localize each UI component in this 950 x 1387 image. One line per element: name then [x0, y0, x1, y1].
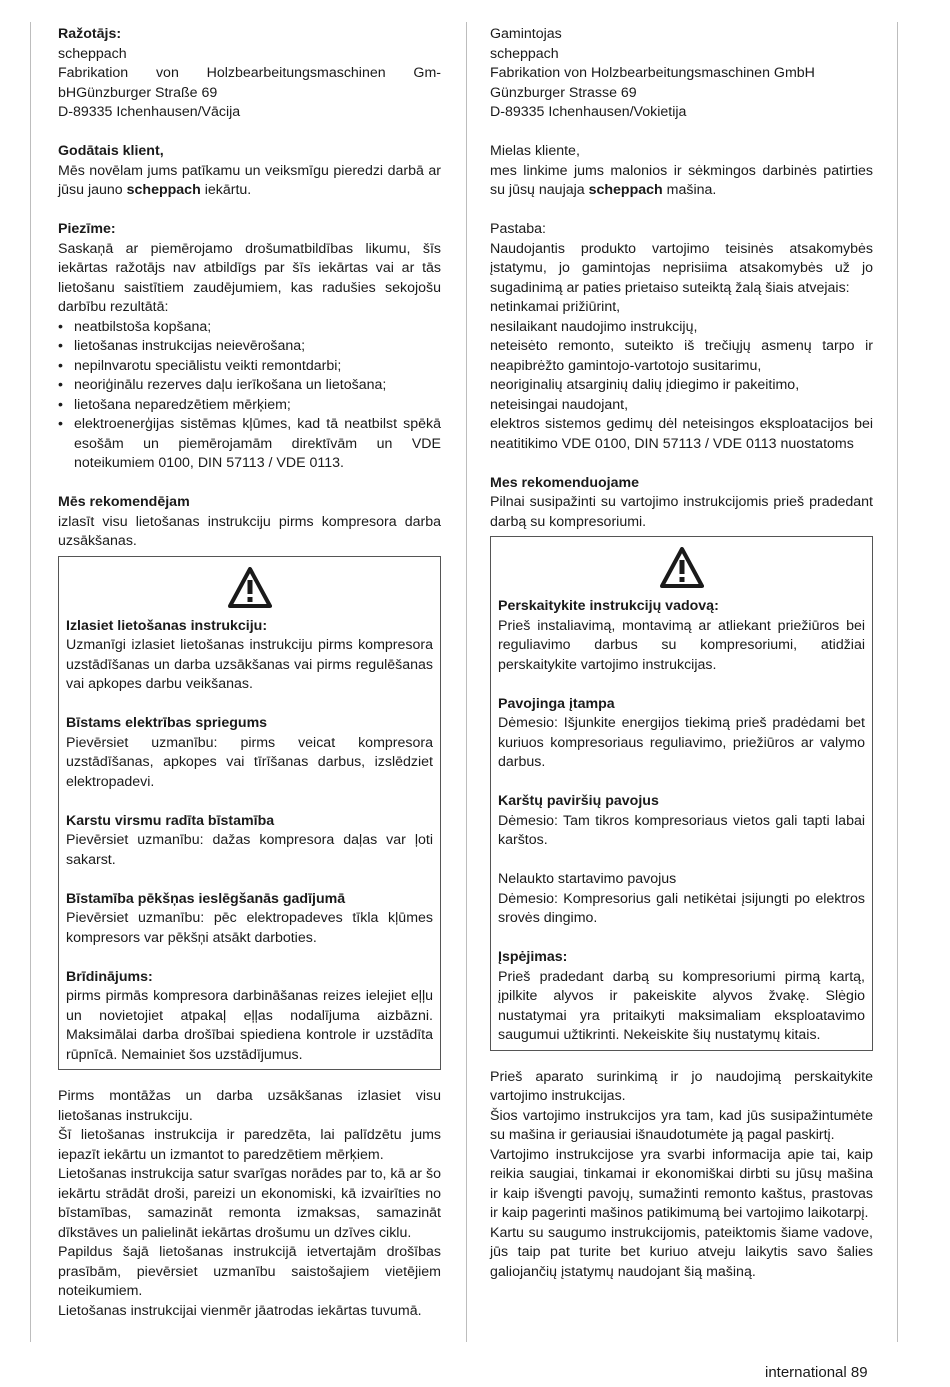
safety-warning-box: [490, 536, 873, 1051]
box-section-text: pirms pirmās kompresora darbināšanas reizes ielejiet eļļu un novietojiet atpakaļ eļļas nodalījuma aizbāzni. Maksimālai darba drošībai spiediena kontrole ir uzstādīta rūpnīcā. Nemainiet šos uzstādījumus.: [66, 988, 433, 1063]
greeting-text: [490, 162, 873, 201]
manufacturer-line: Fabrikation von Holzbearbeitungsmaschinen GmbH: [490, 65, 815, 81]
box-section-text: Pievērsiet uzmanību: pēc elektropadeves tīkla kļūmes kompresors var pēkšņi atsākt darboties.: [66, 910, 433, 946]
note-list-item: • lietošanas instrukcijas neievērošana;: [58, 337, 441, 357]
instructions-paragraph: Kartu su saugumo instrukcijomis, pateiktomis šiame vadove, jūs taip pat turite bet kuriuo atveju laikytis savo šalies galiojančių įstatymų naudojant šią mašiną.: [490, 1224, 873, 1280]
manufacturer-line: scheppach: [58, 45, 127, 62]
greeting-text-before: mes linkime jums malonios ir sėkmingos darbinės patirties su jūsų naujaja: [490, 162, 873, 198]
note-list-item: • elektroenerģijas sistēmas kļūmes, kad tā neatbilst spēkā esošām un piemērojamām direktīvām un VDE noteikumiem 0100, DIN 57113 / VDE 0113.: [58, 415, 441, 474]
instructions-paragraph: Lietošanas instrukcija satur svarīgas norādes par to, kā ar šo iekārtu strādāt droši, pareizi un ekonomiski, kā izvairīties no bīstamības, samazināt remonta izmaksas, samazināt dīkstāves un palielināt iekārtas drošumu un dzīves ciklu.: [58, 1166, 441, 1241]
box-section-title: Pavojinga įtampa: [498, 695, 615, 712]
instructions-paragraph: Pirms montāžas un darba uzsākšanas izlasiet visu lietošanas instrukciju.: [58, 1088, 441, 1124]
instructions-paragraph: Šī lietošanas instrukcija ir paredzēta, lai palīdzētu jums iepazīt iekārtu un izmantot to paredzētiem mērķiem.: [58, 1127, 441, 1163]
instructions-paragraph: Vartojimo instrukcijose yra svarbi informacija apie tai, kaip reikia saugiai, tinkamai ir ekonomiškai dirbti su jūsų mašina ir kaip išvengti pavojų, sumažinti remonto kaštus, prastovas ir kaip pagerinti mašinos patikimumą bei vartojimo laikotarpį.: [490, 1146, 873, 1221]
note-list-item: • nepilnvarotu speciālistu veikti remontdarbi;: [58, 357, 441, 377]
instructions-paragraph: Lietošanas instrukcijai vienmēr jāatrodas iekārtas tuvumā.: [58, 1302, 422, 1319]
manufacturer-line: Günzburger Strasse 69: [490, 84, 637, 101]
manufacturer-title: Gamintojas: [490, 26, 562, 42]
box-section-title: Karštų paviršių pavojus: [498, 793, 659, 809]
note-line: neteisėto remonto, suteikto iš trečiųjų asmenų tarpo ir neapibrėžto gamintojo-vartotojo susitarimu,: [490, 338, 873, 374]
recommend-block: [58, 493, 441, 552]
note-title: Piezīme:: [58, 221, 116, 237]
box-section-title: Nelaukto startavimo pavojus: [498, 871, 677, 887]
note-title: Pastaba:: [490, 221, 547, 237]
manufacturer-title: Ražotājs:: [58, 26, 122, 42]
column-divider-right: [897, 22, 898, 1342]
note-block: [58, 220, 441, 474]
manufacturer-block: [490, 25, 873, 123]
box-section-title: Perskaitykite instrukcijų vadovą:: [498, 598, 719, 614]
page-footer: [765, 1363, 868, 1382]
column-latvian: [58, 25, 441, 1321]
column-divider-center: [466, 22, 467, 1342]
note-list-item: • neatbilstoša kopšana;: [58, 318, 441, 338]
brand-name: scheppach: [126, 182, 201, 198]
recommend-text: izlasīt visu lietošanas instrukciju pirms kompresora darba uzsākšanas.: [58, 513, 441, 549]
note-list-item: • neoriģinālu rezerves daļu ierīkošana un lietošana;: [58, 376, 441, 396]
column-divider-left: [30, 22, 31, 1342]
note-line: nesilaikant naudojimo instrukcijų,: [490, 318, 698, 335]
note-line: elektros sistemos gedimų dėl neteisingos eksploatacijos bei neatitikimo VDE 0100, DIN 57113 / VDE 0113 nuostatoms: [490, 416, 873, 452]
greeting-text-after: iekārtu.: [200, 182, 252, 198]
box-section-title: Izlasiet lietošanas instrukciju:: [66, 617, 268, 634]
greeting-text-before: Mēs novēlam jums patīkamu un veiksmīgu pieredzi darbā ar jūsu jauno: [58, 162, 441, 198]
warning-triangle-icon: [498, 547, 865, 591]
recommend-title: Mēs rekomendējam: [58, 494, 190, 510]
box-section-text: Prieš instaliavimą, montavimą ar atliekant priežiūros bei reguliavimo darbus su kompresoriumi, atidžiai perskaitykite vartojimo instrukcijas.: [498, 617, 865, 673]
box-section-text: Dėmesio: Kompresorius gali netikėtai įsijungti po elektros srovės dingimo.: [498, 890, 865, 926]
instructions-block: [58, 1087, 441, 1321]
box-section-title: Bīstams elektrības spriegums: [66, 715, 268, 731]
warning-triangle-icon: [66, 567, 433, 611]
note-line: neoriginalių atsarginių dalių įdiegimo ir pakeitimo,: [490, 377, 800, 393]
box-section-text: Prieš pradedant darbą su kompresoriumi pirmą kartą, įpilkite alyvos ir pakeiskite alyvos žvakę. Slėgio nustatymai yra pritaikyti maksimaliam eksploatavimo saugumui užtikrinti. Nekeiskite šių nustatymų kitais.: [498, 968, 865, 1043]
note-line: netinkamai prižiūrint,: [490, 299, 621, 315]
brand-name: scheppach: [588, 182, 663, 198]
note-text: Naudojantis produkto vartojimo teisinės atsakomybės įstatymu, jo gamintojas neprisiima atsakomybės už jo sugadinimą ar paties prietaiso suteiktą žalą šiais atvejais:: [490, 240, 873, 296]
recommend-text: Pilnai susipažinti su vartojimo instrukcijomis prieš pradedant darbą su kompresoriumi.: [490, 494, 873, 530]
instructions-paragraph: Papildus šajā lietošanas instrukcijā ietvertajām drošības prasībām, pievērsiet uzmanību saistošajiem vietējiem noteikumiem.: [58, 1244, 441, 1299]
manufacturer-line: D-89335 Ichenhausen/Vācija: [58, 104, 241, 120]
manufacturer-block: [58, 25, 441, 123]
safety-warning-box: [58, 556, 441, 1071]
recommend-block: [490, 474, 873, 533]
note-text: Saskaņā ar piemērojamo drošumatbildības likumu, šīs iekārtas ražotājs nav atbildīgs par šīs iekārtas vai ar tās lietošanu saistītiem zaudējumiem, kas radušies sekojošu darbību rezultātā:: [58, 240, 441, 315]
note-block: [490, 220, 873, 454]
note-list-item: • lietošana neparedzētiem mērķiem;: [58, 396, 441, 416]
column-lithuanian: [490, 25, 873, 1282]
recommend-title: Mes rekomenduojame: [490, 474, 640, 491]
box-section-title: Karstu virsmu radīta bīstamība: [66, 812, 275, 829]
manufacturer-line: scheppach: [490, 45, 559, 62]
box-section-text: Dėmesio: Išjunkite energijos tiekimą prieš pradėdami bet kuriuos kompresoriaus reguliavimo, priežiūros ar valymo darbus.: [498, 715, 865, 770]
box-section-text: Uzmanīgi izlasiet lietošanas instrukciju pirms kompresora uzstādīšanas un darba uzsākšanas vai pirms regulēšanas vai apkopes darbu veikšanas.: [66, 637, 433, 692]
box-section-text: Pievērsiet uzmanību: pirms veicat kompresora uzstādīšanas, apkopes vai tīrīšanas darbus, izslēdziet elektropadevi.: [66, 734, 433, 790]
greeting-title: Godātais klient,: [58, 143, 164, 159]
instructions-paragraph: Šios vartojimo instrukcijos yra tam, kad jūs susipažintumėte su mašina ir geriausiai išnaudotumėte ją pagal paskirtį.: [490, 1107, 873, 1143]
box-section-text: Dėmesio: Tam tikros kompresoriaus vietos gali tapti labai karštos.: [498, 812, 865, 848]
instructions-block: [490, 1068, 873, 1283]
page-number: 89: [850, 1364, 868, 1381]
box-section-title: Bīstamība pēkšņas ieslēgšanās gadījumā: [66, 890, 346, 907]
greeting-text-after: mašina.: [662, 182, 717, 198]
box-section-title: Brīdinājums:: [66, 968, 153, 985]
manufacturer-line: Fabrikation von Holzbearbeitungsmaschinen Gm-bHGünzburger Straße 69: [58, 65, 441, 101]
greeting-block: [490, 142, 873, 201]
greeting-block: [58, 142, 441, 201]
instructions-paragraph: Prieš aparato surinkimą ir jo naudojimą perskaitykite vartojimo instrukcijas.: [490, 1068, 873, 1104]
greeting-text: [58, 162, 441, 201]
note-line: neteisingai naudojant,: [490, 396, 629, 413]
greeting-title: Mielas kliente,: [490, 143, 580, 159]
footer-label: international: [765, 1364, 847, 1381]
box-section-text: Pievērsiet uzmanību: dažas kompresora daļas var ļoti sakarst.: [66, 832, 433, 868]
note-list: [58, 318, 441, 474]
box-section-title: Įspėjimas:: [498, 949, 568, 965]
manufacturer-line: D-89335 Ichenhausen/Vokietija: [490, 104, 687, 120]
